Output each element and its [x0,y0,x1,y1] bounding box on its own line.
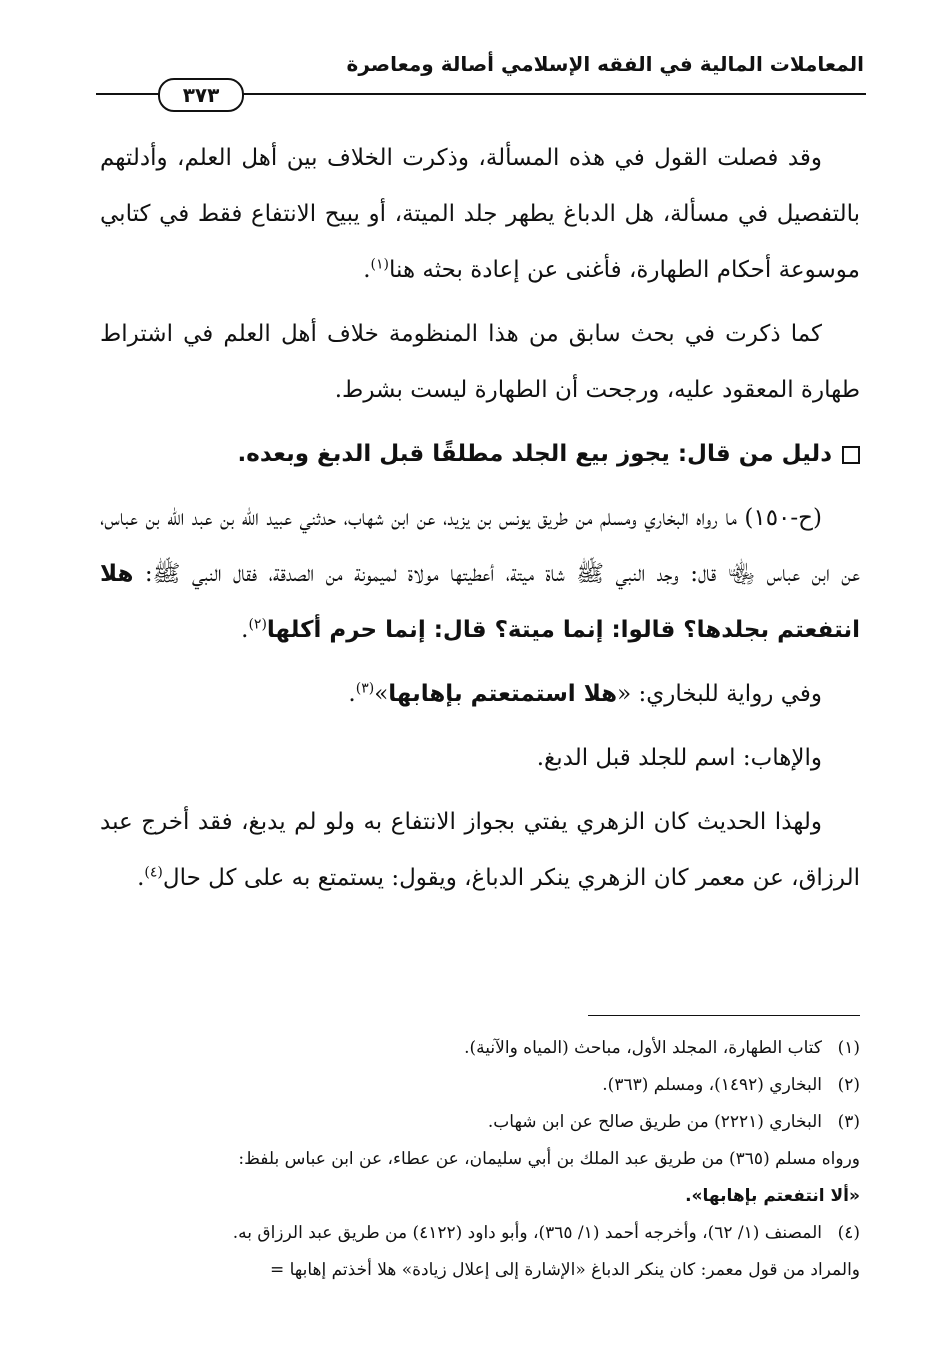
footnote-4: (٤)المصنف (١/ ٦٢)، وأخرجه أحمد (١/ ٣٦٥)، وأبو داود (٤١٢٢) من طريق عبد الرزاق به. [232,1223,860,1243]
footnote-3-quote: «ألا انتفعتم بإهابها». [685,1186,860,1206]
section-heading: دليل من قال: يجوز بيع الجلد مطلقًا قبل الدبغ وبعده. [100,426,860,482]
footnote-1: (١)كتاب الطهارة، المجلد الأول، مباحث (المياه والآنية). [464,1038,860,1058]
footnote-2: (٢)البخاري (١٤٩٢)، ومسلم (٣٦٣). [602,1075,860,1095]
footnote-3-continuation: ورواه مسلم (٣٦٥) من طريق عبد الملك بن أبي سليمان، عن عطاء، عن ابن عباس بلفظ: [238,1149,860,1169]
paragraph-2: كما ذكرت في بحث سابق من هذا المنظومة خلاف أهل العلم في اشتراط طهارة المعقود عليه، ورجحت أن الطهارة ليست بشرط. [100,321,860,403]
main-text [100,130,860,914]
paragraph-ihab-definition: والإهاب: اسم للجلد قبل الدبغ. [536,745,822,771]
hadith-quote: هلا انتفعتم بجلدها؟ قالوا: إنما ميتة؟ قال: إنما حرم أكلها [100,561,860,643]
paragraph-hadith: (ح-١٥٠) ما رواه البخاري ومسلم من طريق يونس بن يزيد، عن ابن شهاب، حدثني عبيد الله بن عبد الله بن عباس، عن ابن عباس ﵄ قال: وجد النبي ﷺ شاة ميتة، أعطيتها مولاة لميمونة من الصدقة، فقال النبي ﷺ: هلا انتفعتم بجلدها؟ قالوا: إنما ميتة؟ قال: إنما حرم أكلها$^{(٢)}$. [100,505,861,643]
footnote-ref-2[interactable]: (٢) [248,616,267,633]
paragraph-bukhari-narration: وفي رواية للبخاري: «هلا استمتعتم بإهابها»$^{(٣)}$. [348,680,822,707]
footnote-3: (٣)البخاري (٢٢٢١) من طريق صالح عن ابن شهاب. [487,1112,860,1132]
running-title: المعاملات المالية في الفقه الإسلامي أصالة ومعاصرة [346,52,864,76]
paragraph-1: وقد فصلت القول في هذه المسألة، وذكرت الخلاف بين أهل العلم، وأدلتهم بالتفصيل في مسألة، هل الدباغ يطهر جلد الميتة، أو يبيح الانتفاع فقط في كتابي موسوعة أحكام الطهارة، فأغنى عن إعادة بحثه هنا$^{(١)}$. [100,145,860,283]
footnote-separator [588,1015,860,1016]
footnote-ref-3[interactable]: (٣) [355,680,375,697]
square-bullet-icon [842,446,860,464]
narration-quote: هلا استمتعتم بإهابها [388,681,618,707]
paragraph-zuhri: ولهذا الحديث كان الزهري يفتي بجواز الانتفاع به ولو لم يدبغ، فقد أخرج عبد الرزاق، عن معمر كان الزهري ينكر الدباغ، ويقول: يستمتع به على كل حال$^{(٤)}$. [100,809,860,891]
page-number-badge: ٣٧٣ [158,78,244,112]
footnote-4-continuation: والمراد من قول معمر: كان ينكر الدباغ «الإشارة إلى إعلال زيادة» هلا أخذتم إهابها = [269,1260,860,1280]
footnote-ref-1[interactable]: (١) [370,256,390,273]
footnotes [100,1030,860,1289]
footnote-ref-4[interactable]: (٤) [144,864,163,881]
